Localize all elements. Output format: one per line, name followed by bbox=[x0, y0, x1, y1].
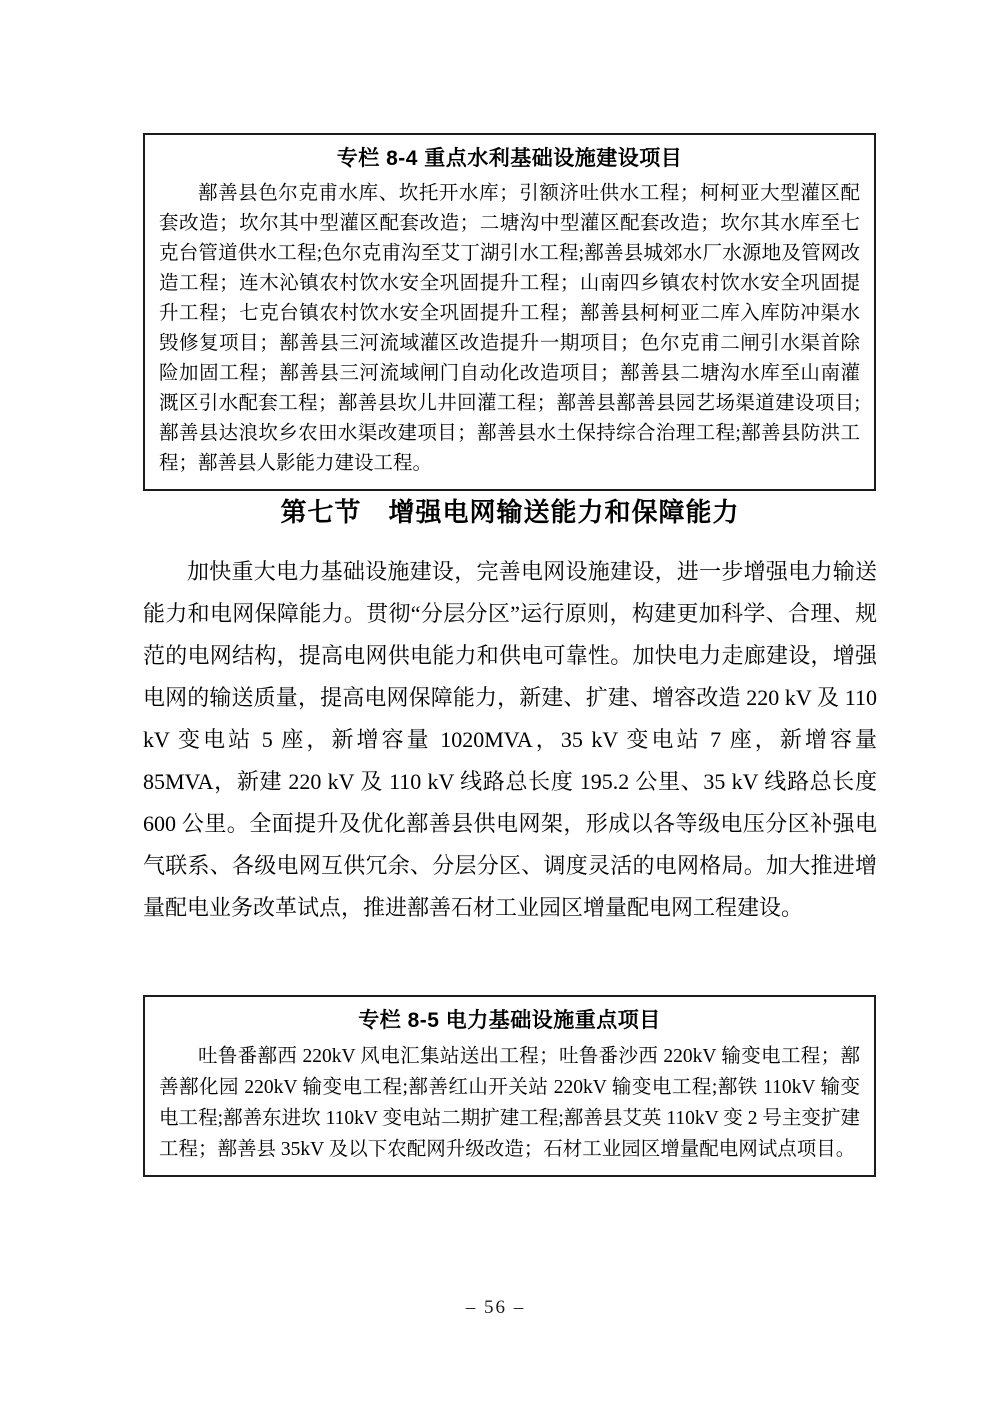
box-8-5-title: 专栏 8-5 电力基础设施重点项目 bbox=[358, 1009, 661, 1032]
section-heading: 第七节 增强电网输送能力和保障能力 bbox=[280, 497, 740, 527]
section-paragraph: 加快重大电力基础设施建设，完善电网设施建设，进一步增强电力输送能力和电网保障能力。贯彻“分层分区”运行原则，构建更加科学、合理、规范的电网结构，提高电网供电能力和供电可靠性。加快电力走廊建设，增强电网的输送质量，提高电网保障能力，新建、扩建、增容改造 220 kV 及 110 kV 变电站 5 座，新增容量 1020MVA，35 kV 变电站 7 座，新增容量 85MVA，新建 220 kV 及 110 kV 线路总长度 195.2 公里、35 kV 线路总长度 600 公里。全面提升及优化鄯善县供电网架，形成以各等级电压分区补强电气联系、各级电网互供冗余、分层分区、调度灵活的电网格局。加大推进增量配电业务改革试点，推进鄯善石材工业园区增量配电网工程建设。 bbox=[143, 559, 877, 920]
callout-box-8-4 bbox=[143, 133, 876, 491]
callout-box-8-5 bbox=[143, 995, 876, 1177]
box-8-4-body: 鄯善县色尔克甫水库、坎托开水库；引额济吐供水工程；柯柯亚大型灌区配套改造；坎尔其中型灌区配套改造；二塘沟中型灌区配套改造；坎尔其水库至七克台管道供水工程;色尔克甫沟至艾丁湖引水工程;鄯善县城郊水厂水源地及管网改造工程；连木沁镇农村饮水安全巩固提升工程；山南四乡镇农村饮水安全巩固提升工程；七克台镇农村饮水安全巩固提升工程；鄯善县柯柯亚二库入库防冲渠水毁修复项目；鄯善县三河流域灌区改造提升一期项目；色尔克甫二闸引水渠首除险加固工程；鄯善县三河流域闸门自动化改造项目；鄯善县二塘沟水库至山南灌溉区引水配套工程；鄯善县坎儿井回灌工程；鄯善县鄯善县园艺场渠道建设项目;鄯善县达浪坎乡农田水渠改建项目；鄯善县水土保持综合治理工程;鄯善县防洪工程；鄯善县人影能力建设工程。 bbox=[159, 183, 860, 474]
box-8-5-body: 吐鲁番鄯西 220kV 风电汇集站送出工程；吐鲁番沙西 220kV 输变电工程；鄯善鄯化园 220kV 输变电工程;鄯善红山开关站 220kV 输变电工程;鄯铁 110kV 输变电工程;鄯善东进坎 110kV 变电站二期扩建工程;鄯善县艾英 110kV 变 2 号主变扩建工程；鄯善县 35kV 及以下农配网升级改造；石材工业园区增量配电网试点项目。 bbox=[159, 1046, 860, 1160]
page-number: – 56 – bbox=[465, 1297, 526, 1318]
box-8-4-title: 专栏 8-4 重点水利基础设施建设项目 bbox=[336, 147, 683, 170]
